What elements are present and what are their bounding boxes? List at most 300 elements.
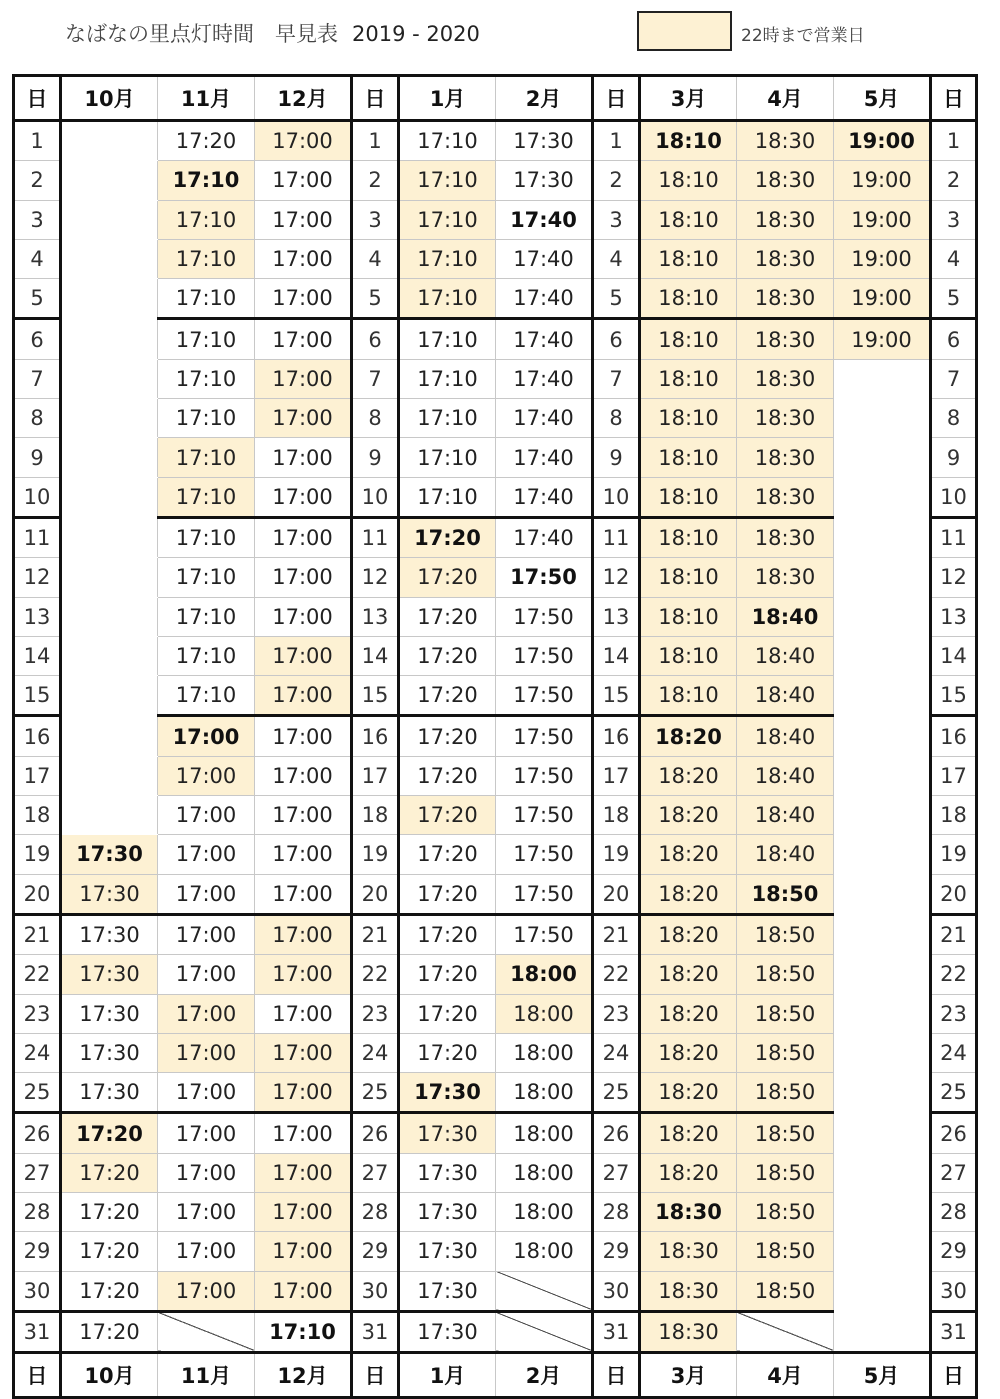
time-cell: 18:10 (640, 239, 737, 278)
day-number: 16 (931, 716, 977, 756)
day-number: 3 (593, 200, 640, 239)
closed-cell (834, 994, 931, 1033)
time-cell: 17:10 (158, 161, 255, 200)
time-cell: 18:50 (737, 1073, 834, 1113)
title-text: なばなの里点灯時間 早見表 (65, 22, 338, 46)
day-number: 4 (14, 239, 61, 278)
table-row (14, 835, 977, 874)
day-number: 28 (14, 1193, 61, 1232)
time-cell: 17:00 (255, 1113, 352, 1153)
day-number: 1 (931, 121, 977, 161)
time-cell: 17:40 (496, 239, 593, 278)
table-row (14, 279, 977, 319)
day-number: 19 (593, 835, 640, 874)
column-header: 4月 (737, 1353, 834, 1398)
time-cell: 18:10 (640, 558, 737, 597)
column-header: 2月 (496, 1353, 593, 1398)
closed-cell (61, 239, 158, 278)
time-cell: 17:00 (255, 955, 352, 994)
day-number: 22 (593, 955, 640, 994)
day-number: 13 (14, 597, 61, 636)
time-cell: 17:20 (399, 716, 496, 756)
day-number: 17 (931, 756, 977, 795)
day-number: 28 (352, 1193, 399, 1232)
time-cell: 18:10 (640, 200, 737, 239)
time-cell: 17:10 (399, 161, 496, 200)
time-cell: 18:30 (640, 1232, 737, 1271)
time-cell: 17:50 (496, 756, 593, 795)
table-row (14, 399, 977, 438)
time-cell: 17:20 (61, 1153, 158, 1192)
closed-cell (61, 636, 158, 675)
time-cell: 18:30 (640, 1311, 737, 1352)
time-cell: 17:00 (255, 161, 352, 200)
column-header: 日 (593, 76, 640, 121)
time-cell: 17:30 (61, 955, 158, 994)
time-cell: 18:30 (737, 279, 834, 319)
time-cell: 18:50 (737, 1271, 834, 1311)
day-number: 13 (593, 597, 640, 636)
no-date-cell (496, 1311, 593, 1352)
table-row (14, 1271, 977, 1311)
time-cell: 18:20 (640, 1153, 737, 1192)
time-cell: 17:00 (158, 796, 255, 835)
schedule-table (12, 74, 978, 1399)
column-header: 10月 (61, 76, 158, 121)
time-cell: 17:00 (255, 636, 352, 675)
time-cell: 18:10 (640, 477, 737, 517)
time-cell: 18:30 (737, 121, 834, 161)
time-cell: 17:30 (496, 161, 593, 200)
time-cell: 18:30 (737, 161, 834, 200)
column-header: 2月 (496, 76, 593, 121)
closed-cell (834, 676, 931, 716)
day-number: 27 (352, 1153, 399, 1192)
day-number: 17 (14, 756, 61, 795)
table-row (14, 1113, 977, 1153)
day-number: 6 (14, 319, 61, 359)
table-row (14, 438, 977, 477)
time-cell: 17:30 (61, 914, 158, 954)
table-row (14, 1033, 977, 1072)
day-number: 30 (931, 1271, 977, 1311)
day-number: 24 (931, 1033, 977, 1072)
column-header: 1月 (399, 76, 496, 121)
title-years: 2019 - 2020 (352, 22, 480, 46)
time-cell: 17:10 (399, 477, 496, 517)
time-cell: 18:30 (737, 477, 834, 517)
closed-cell (834, 1311, 931, 1352)
table-row (14, 200, 977, 239)
closed-cell (61, 716, 158, 756)
time-cell: 17:00 (255, 796, 352, 835)
time-cell: 17:10 (399, 239, 496, 278)
time-cell: 17:10 (158, 558, 255, 597)
day-number: 28 (593, 1193, 640, 1232)
closed-cell (834, 955, 931, 994)
time-cell: 18:20 (640, 835, 737, 874)
day-number: 22 (352, 955, 399, 994)
time-cell: 18:10 (640, 597, 737, 636)
time-cell: 18:00 (496, 1193, 593, 1232)
day-number: 25 (931, 1073, 977, 1113)
time-cell: 17:40 (496, 279, 593, 319)
time-cell: 18:10 (640, 399, 737, 438)
time-cell: 18:20 (640, 1113, 737, 1153)
day-number: 19 (931, 835, 977, 874)
no-date-cell (496, 1271, 593, 1311)
time-cell: 18:30 (640, 1271, 737, 1311)
time-cell: 19:00 (834, 200, 931, 239)
day-number: 24 (593, 1033, 640, 1072)
time-cell: 18:50 (737, 1153, 834, 1192)
table-row (14, 597, 977, 636)
time-cell: 17:30 (61, 994, 158, 1033)
time-cell: 17:20 (399, 597, 496, 636)
time-cell: 17:30 (61, 1033, 158, 1072)
day-number: 21 (352, 914, 399, 954)
day-number: 23 (593, 994, 640, 1033)
time-cell: 17:00 (255, 835, 352, 874)
column-header: 12月 (255, 76, 352, 121)
time-cell: 17:20 (399, 994, 496, 1033)
day-number: 17 (593, 756, 640, 795)
column-header: 日 (593, 1353, 640, 1398)
day-number: 5 (352, 279, 399, 319)
day-number: 12 (352, 558, 399, 597)
time-cell: 18:00 (496, 955, 593, 994)
time-cell: 17:00 (255, 279, 352, 319)
table-row (14, 636, 977, 675)
closed-cell (834, 716, 931, 756)
time-cell: 17:00 (255, 517, 352, 557)
day-number: 14 (14, 636, 61, 675)
column-header: 4月 (737, 76, 834, 121)
time-cell: 18:10 (640, 676, 737, 716)
time-cell: 17:10 (158, 517, 255, 557)
time-cell: 17:20 (399, 676, 496, 716)
day-number: 11 (593, 517, 640, 557)
day-number: 15 (14, 676, 61, 716)
day-number: 3 (931, 200, 977, 239)
closed-cell (834, 914, 931, 954)
day-number: 18 (593, 796, 640, 835)
time-cell: 18:50 (737, 1232, 834, 1271)
time-cell: 18:00 (496, 1153, 593, 1192)
table-row (14, 517, 977, 557)
time-cell: 17:10 (158, 477, 255, 517)
day-number: 12 (593, 558, 640, 597)
time-cell: 17:00 (158, 874, 255, 914)
time-cell: 17:00 (255, 1153, 352, 1192)
day-number: 10 (14, 477, 61, 517)
time-cell: 17:00 (158, 716, 255, 756)
day-number: 31 (14, 1311, 61, 1352)
time-cell: 17:20 (61, 1311, 158, 1352)
time-cell: 17:10 (399, 121, 496, 161)
day-number: 13 (352, 597, 399, 636)
column-header: 5月 (834, 76, 931, 121)
time-cell: 18:20 (640, 994, 737, 1033)
time-cell: 17:00 (255, 994, 352, 1033)
closed-cell (834, 1033, 931, 1072)
day-number: 5 (14, 279, 61, 319)
time-cell: 17:20 (399, 1033, 496, 1072)
time-cell: 18:10 (640, 517, 737, 557)
table-row (14, 121, 977, 161)
time-cell: 18:50 (737, 994, 834, 1033)
day-number: 29 (593, 1232, 640, 1271)
page-title (65, 18, 480, 48)
time-cell: 17:10 (158, 636, 255, 675)
day-number: 25 (352, 1073, 399, 1113)
time-cell: 17:00 (255, 676, 352, 716)
day-number: 4 (593, 239, 640, 278)
day-number: 16 (352, 716, 399, 756)
time-cell: 17:40 (496, 477, 593, 517)
time-cell: 18:20 (640, 796, 737, 835)
schedule-body (14, 121, 977, 1353)
day-number: 21 (931, 914, 977, 954)
legend-swatch (637, 11, 732, 51)
time-cell: 17:00 (255, 1232, 352, 1271)
column-header: 5月 (834, 1353, 931, 1398)
time-cell: 18:30 (737, 200, 834, 239)
table-row (14, 716, 977, 756)
time-cell: 17:00 (255, 399, 352, 438)
time-cell: 17:30 (399, 1232, 496, 1271)
column-header: 1月 (399, 1353, 496, 1398)
day-number: 26 (14, 1113, 61, 1153)
day-number: 11 (931, 517, 977, 557)
time-cell: 18:30 (737, 517, 834, 557)
day-number: 7 (352, 359, 399, 398)
time-cell: 18:40 (737, 756, 834, 795)
day-number: 29 (14, 1232, 61, 1271)
time-cell: 17:10 (158, 359, 255, 398)
time-cell: 17:30 (399, 1153, 496, 1192)
day-number: 11 (14, 517, 61, 557)
time-cell: 17:10 (158, 597, 255, 636)
closed-cell (834, 1153, 931, 1192)
time-cell: 17:00 (158, 1033, 255, 1072)
closed-cell (834, 636, 931, 675)
time-cell: 17:10 (399, 438, 496, 477)
column-header: 日 (931, 1353, 977, 1398)
time-cell: 17:30 (399, 1311, 496, 1352)
day-number: 5 (931, 279, 977, 319)
day-number: 15 (352, 676, 399, 716)
time-cell: 17:10 (399, 399, 496, 438)
time-cell: 17:00 (255, 1073, 352, 1113)
day-number: 31 (352, 1311, 399, 1352)
time-cell: 17:30 (399, 1271, 496, 1311)
closed-cell (834, 438, 931, 477)
time-cell: 18:30 (737, 239, 834, 278)
table-row (14, 955, 977, 994)
time-cell: 18:20 (640, 914, 737, 954)
day-number: 22 (14, 955, 61, 994)
time-cell: 17:10 (255, 1311, 352, 1352)
day-number: 2 (593, 161, 640, 200)
time-cell: 18:30 (737, 319, 834, 359)
time-cell: 17:20 (61, 1271, 158, 1311)
time-cell: 17:10 (399, 279, 496, 319)
day-number: 1 (14, 121, 61, 161)
time-cell: 19:00 (834, 121, 931, 161)
day-number: 22 (931, 955, 977, 994)
time-cell: 18:30 (737, 558, 834, 597)
time-cell: 17:10 (158, 279, 255, 319)
no-date-cell (737, 1311, 834, 1352)
day-number: 26 (352, 1113, 399, 1153)
day-number: 4 (931, 239, 977, 278)
time-cell: 17:20 (399, 874, 496, 914)
day-number: 29 (931, 1232, 977, 1271)
day-number: 9 (14, 438, 61, 477)
time-cell: 17:20 (61, 1193, 158, 1232)
time-cell: 17:00 (255, 558, 352, 597)
time-cell: 17:20 (158, 121, 255, 161)
time-cell: 17:00 (255, 1193, 352, 1232)
day-number: 6 (593, 319, 640, 359)
closed-cell (61, 477, 158, 517)
day-number: 12 (14, 558, 61, 597)
column-header: 日 (14, 1353, 61, 1398)
closed-cell (61, 161, 158, 200)
time-cell: 19:00 (834, 279, 931, 319)
time-cell: 18:50 (737, 1193, 834, 1232)
time-cell: 17:10 (158, 676, 255, 716)
day-number: 2 (352, 161, 399, 200)
day-number: 19 (14, 835, 61, 874)
time-cell: 18:00 (496, 1073, 593, 1113)
time-cell: 17:20 (399, 558, 496, 597)
time-cell: 18:50 (737, 874, 834, 914)
day-number: 2 (931, 161, 977, 200)
time-cell: 17:50 (496, 835, 593, 874)
time-cell: 18:30 (737, 438, 834, 477)
day-number: 13 (931, 597, 977, 636)
time-cell: 18:20 (640, 874, 737, 914)
closed-cell (61, 517, 158, 557)
day-number: 9 (931, 438, 977, 477)
table-row (14, 1193, 977, 1232)
time-cell: 17:00 (255, 477, 352, 517)
day-number: 8 (931, 399, 977, 438)
time-cell: 17:20 (399, 517, 496, 557)
time-cell: 17:00 (255, 716, 352, 756)
time-cell: 17:00 (158, 1073, 255, 1113)
time-cell: 17:30 (399, 1073, 496, 1113)
day-number: 16 (14, 716, 61, 756)
day-number: 26 (593, 1113, 640, 1153)
footer-row (14, 1353, 977, 1398)
day-number: 12 (931, 558, 977, 597)
table-row (14, 796, 977, 835)
day-number: 10 (593, 477, 640, 517)
time-cell: 17:30 (399, 1193, 496, 1232)
day-number: 23 (14, 994, 61, 1033)
time-cell: 17:00 (255, 756, 352, 795)
day-number: 8 (352, 399, 399, 438)
day-number: 17 (352, 756, 399, 795)
closed-cell (61, 438, 158, 477)
day-number: 8 (14, 399, 61, 438)
table-row (14, 1073, 977, 1113)
time-cell: 17:50 (496, 676, 593, 716)
time-cell: 17:00 (255, 359, 352, 398)
time-cell: 17:00 (158, 756, 255, 795)
time-cell: 17:10 (399, 200, 496, 239)
day-number: 8 (593, 399, 640, 438)
day-number: 26 (931, 1113, 977, 1153)
day-number: 1 (593, 121, 640, 161)
closed-cell (834, 874, 931, 914)
column-header: 日 (931, 76, 977, 121)
day-number: 10 (931, 477, 977, 517)
column-header: 3月 (640, 1353, 737, 1398)
time-cell: 17:10 (399, 319, 496, 359)
day-number: 15 (931, 676, 977, 716)
time-cell: 18:20 (640, 1073, 737, 1113)
table-row (14, 914, 977, 954)
time-cell: 17:40 (496, 517, 593, 557)
table-row (14, 1153, 977, 1192)
time-cell: 17:40 (496, 200, 593, 239)
table-row (14, 874, 977, 914)
header-row (14, 76, 977, 121)
time-cell: 18:10 (640, 279, 737, 319)
closed-cell (834, 796, 931, 835)
day-number: 20 (14, 874, 61, 914)
time-cell: 17:00 (158, 1153, 255, 1192)
day-number: 25 (593, 1073, 640, 1113)
time-cell: 18:10 (640, 161, 737, 200)
day-number: 7 (593, 359, 640, 398)
time-cell: 17:10 (158, 239, 255, 278)
time-cell: 19:00 (834, 239, 931, 278)
time-cell: 18:20 (640, 716, 737, 756)
day-number: 24 (14, 1033, 61, 1072)
time-cell: 17:20 (399, 914, 496, 954)
time-cell: 17:40 (496, 319, 593, 359)
day-number: 31 (931, 1311, 977, 1352)
day-number: 5 (593, 279, 640, 319)
column-header: 日 (352, 76, 399, 121)
day-number: 14 (352, 636, 399, 675)
day-number: 30 (593, 1271, 640, 1311)
time-cell: 17:00 (255, 914, 352, 954)
time-cell: 18:40 (737, 716, 834, 756)
time-cell: 17:00 (158, 1193, 255, 1232)
time-cell: 17:10 (158, 200, 255, 239)
legend-label: 22時まで営業日 (741, 26, 865, 46)
time-cell: 17:30 (61, 874, 158, 914)
day-number: 4 (352, 239, 399, 278)
column-header: 11月 (158, 1353, 255, 1398)
time-cell: 17:20 (399, 835, 496, 874)
time-cell: 17:50 (496, 874, 593, 914)
day-number: 6 (352, 319, 399, 359)
day-number: 27 (931, 1153, 977, 1192)
closed-cell (834, 1232, 931, 1271)
day-number: 7 (931, 359, 977, 398)
closed-cell (61, 597, 158, 636)
day-number: 7 (14, 359, 61, 398)
time-cell: 17:30 (61, 1073, 158, 1113)
time-cell: 17:50 (496, 636, 593, 675)
